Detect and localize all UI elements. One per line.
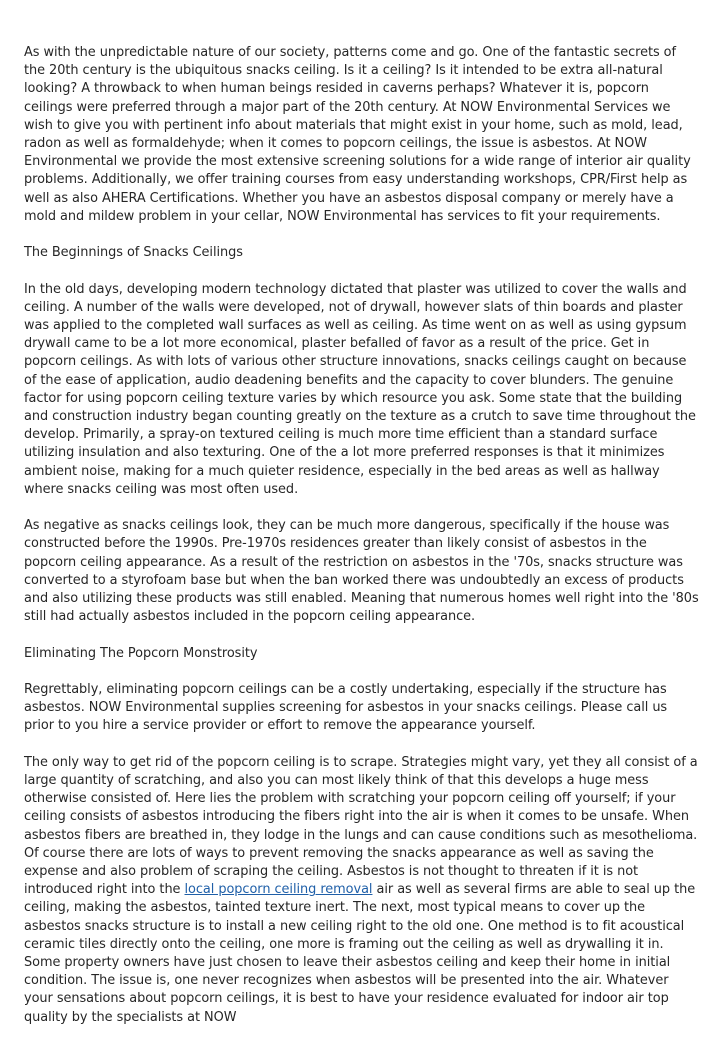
document-body (24, 44, 699, 1045)
paragraph-removal-text-1: The only way to get rid of the popcorn ceiling is to scrape. Strategies might vary, yet they all consist of a large quantity of scratching, and also you can most likely think of that this develops a huge mess otherwise consisted of. Here lies the problem with scratching your popcorn ceiling off yourself; if your ceiling consists of asbestos introducing the fibers right into the air is when it comes to be unsafe. When asbestos fibers are breathed in, they lodge in the lungs and can cause conditions such as mesothelioma. Of course there are lots of ways to prevent removing the snacks appearance as well as saving the expense and also problem of scraping the ceiling. Asbestos is not thought to threaten if it is not introduced right into the (24, 754, 698, 898)
paragraph-intro: As with the unpredictable nature of our society, patterns come and go. One of the fantastic secrets of the 20th century is the ubiquitous snacks ceiling. Is it a ceiling? Is it intended to be extra all-natural looking? A throwback to when human beings resided in caverns perhaps? Whatever it is, popcorn ceilings were preferred through a major part of the 20th century. At NOW Environmental Services we wish to give you with pertinent info about materials that might exist in your home, such as mold, lead, radon as well as formaldehyde; when it comes to popcorn ceilings, the issue is asbestos. At NOW Environmental we provide the most extensive screening solutions for a wide range of interior air quality problems. Additionally, we offer training courses from easy understanding workshops, CPR/First help as well as also AHERA Certifications. Whether you have an asbestos disposal company or merely have a mold and mildew problem in your cellar, NOW Environmental has services to fit your requirements. (24, 45, 691, 224)
paragraph-removal (24, 754, 699, 1027)
paragraph-screening: Regrettably, eliminating popcorn ceilings can be a costly undertaking, especially if the structure has asbestos. NOW Environmental supplies screening for asbestos in your snacks ceilings. Please call us prior to you hire a service provider or effort to remove the appearance yourself. (24, 682, 668, 734)
paragraph-dangers: As negative as snacks ceilings look, they can be much more dangerous, specifically if the house was constructed before the 1990s. Pre-1970s residences greater than likely consist of asbestos in the popcorn ceiling appearance. As a result of the restriction on asbestos in the '70s, snacks structure was converted to a styrofoam base but when the ban worked there was undoubtedly an excess of products and also utilizing these products was still enabled. Meaning that numerous homes well right into the '80s still had actually asbestos included in the popcorn ceiling appearance. (24, 518, 699, 625)
popcorn-ceiling-removal-link[interactable]: local popcorn ceiling removal (184, 882, 373, 898)
heading-beginnings: The Beginnings of Snacks Ceilings (24, 245, 243, 261)
paragraph-history: In the old days, developing modern technology dictated that plaster was utilized to cover the walls and ceiling. A number of the walls were developed, not of drywall, however slats of thin boards and plaster was applied to the completed wall surfaces as well as ceiling. As time went on as well as using gypsum drywall came to be a lot more economical, plaster befalled of favor as a result of the price. Get in popcorn ceilings. As with lots of various other structure innovations, snacks ceilings caught on because of the ease of application, audio deadening benefits and the capacity to cover blunders. The genuine factor for using popcorn ceiling texture varies by which resource you ask. Some state that the building and construction industry began counting greatly on the texture as a crutch to save time throughout the develop. Primarily, a spray-on textured ceiling is much more time efficient than a standard surface utilizing insulation and also texturing. One of the a lot more preferred responses is that it minimizes ambient noise, making for a much quieter residence, especially in the bed areas as well as hallway where snacks ceiling was most often used. (24, 281, 696, 497)
heading-eliminating: Eliminating The Popcorn Monstrosity (24, 645, 258, 661)
paragraph-removal-text-2: air as well as several firms are able to seal up the ceiling, making the asbestos, tainted texture inert. The next, most typical means to cover up the asbestos snacks structure is to install a new ceiling right to the old one. One method is to fit acoustical ceramic tiles directly onto the ceiling, one more is framing out the ceiling as well as drywalling it in. Some property owners have just chosen to leave their asbestos ceiling and keep their home in initial condition. The issue is, one never recognizes when asbestos will be presented into the air. Whatever your sensations about popcorn ceilings, it is best to have your residence evaluated for indoor air top quality by the specialists at NOW (24, 882, 696, 1025)
